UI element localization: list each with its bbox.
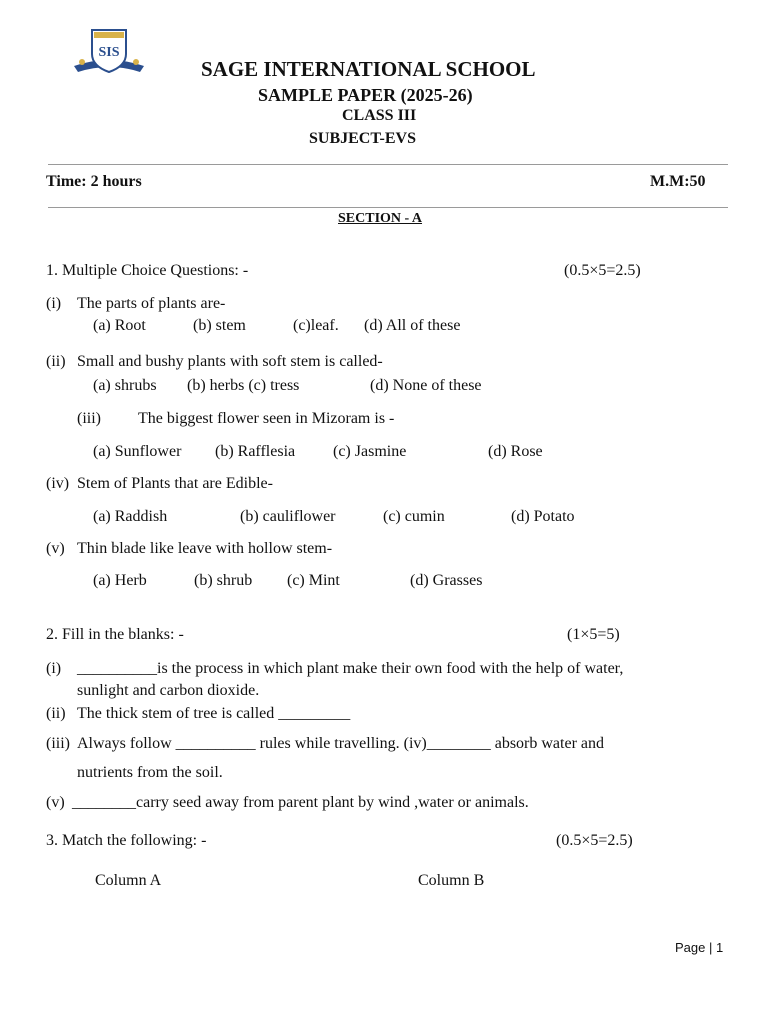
- q1-i-option: (a) Root: [93, 317, 146, 334]
- q1-i-option: (b) stem: [193, 317, 246, 334]
- q1-v-text: Thin blade like leave with hollow stem-: [77, 540, 333, 557]
- q3-title: 3. Match the following: -: [46, 832, 207, 849]
- q1-iv-option: (c) cumin: [383, 508, 445, 525]
- q2-i-line1: __________is the process in which plant make their own food with the help of water,: [77, 660, 624, 677]
- q1-v-num: (v): [46, 540, 65, 557]
- max-marks-label: M.M:50: [650, 173, 706, 190]
- q1-iv-option: (d) Potato: [511, 508, 575, 525]
- q2-iii-num: (iii): [46, 735, 70, 752]
- q3-marks: (0.5×5=2.5): [556, 832, 633, 849]
- q2-iii-line1: Always follow __________ rules while travelling. (iv)________ absorb water and: [77, 735, 605, 752]
- q2-iii-line2: nutrients from the soil.: [77, 764, 223, 781]
- q1-iii-text: The biggest flower seen in Mizoram is -: [138, 410, 395, 427]
- q2-marks: (1×5=5): [567, 626, 620, 643]
- q1-v-option: (c) Mint: [287, 572, 340, 589]
- q1-v-option: (a) Herb: [93, 572, 147, 589]
- q1-iii-option: (b) Rafflesia: [215, 443, 296, 460]
- q1-iii-option: (a) Sunflower: [93, 443, 182, 460]
- page-number: Page | 1: [675, 940, 724, 955]
- subject-label: SUBJECT-EVS: [309, 130, 417, 147]
- q1-iii-option: (c) Jasmine: [333, 443, 407, 460]
- q1-i-text: The parts of plants are-: [77, 295, 226, 312]
- q1-ii-num: (ii): [46, 353, 66, 370]
- q1-v-option: (d) Grasses: [410, 572, 483, 589]
- q1-iv-text: Stem of Plants that are Edible-: [77, 475, 273, 492]
- q1-iii-num: (iii): [77, 410, 101, 427]
- q2-ii-num: (ii): [46, 705, 66, 722]
- q1-title: 1. Multiple Choice Questions: -: [46, 262, 249, 279]
- column-b-heading: Column B: [418, 872, 485, 889]
- column-a-heading: Column A: [95, 872, 162, 889]
- q1-iii-option: (d) Rose: [488, 443, 543, 460]
- q2-i-num: (i): [46, 660, 62, 677]
- q2-v-num: (v): [46, 794, 65, 811]
- paper-title: SAMPLE PAPER (2025-26): [258, 85, 473, 105]
- school-name: SAGE INTERNATIONAL SCHOOL: [201, 57, 536, 81]
- q1-ii-option: (b) herbs (c) tress: [187, 377, 300, 394]
- q1-i-option: (c)leaf.: [293, 317, 339, 334]
- q1-ii-option: (a) shrubs: [93, 377, 157, 394]
- q1-iv-option: (b) cauliflower: [240, 508, 336, 525]
- q1-ii-option: (d) None of these: [370, 377, 482, 394]
- header-rule-top: [48, 164, 728, 165]
- class-label: CLASS III: [342, 107, 417, 124]
- q2-v-line1: ________carry seed away from parent plant by wind ,water or animals.: [72, 794, 529, 811]
- q1-marks: (0.5×5=2.5): [564, 262, 641, 279]
- school-logo: [70, 24, 148, 78]
- section-heading: SECTION - A: [338, 211, 423, 226]
- q1-i-num: (i): [46, 295, 62, 312]
- header-rule-bottom: [48, 207, 728, 208]
- svg-text:SIS: SIS: [98, 45, 120, 60]
- q1-ii-text: Small and bushy plants with soft stem is called-: [77, 353, 383, 370]
- q2-i-line2: sunlight and carbon dioxide.: [77, 682, 260, 699]
- q1-i-option: (d) All of these: [364, 317, 461, 334]
- q1-iv-num: (iv): [46, 475, 70, 492]
- q1-v-option: (b) shrub: [194, 572, 253, 589]
- q1-iv-option: (a) Raddish: [93, 508, 168, 525]
- q2-title: 2. Fill in the blanks: -: [46, 626, 184, 643]
- q2-ii-line1: The thick stem of tree is called _________: [77, 705, 351, 722]
- time-label: Time: 2 hours: [46, 173, 142, 190]
